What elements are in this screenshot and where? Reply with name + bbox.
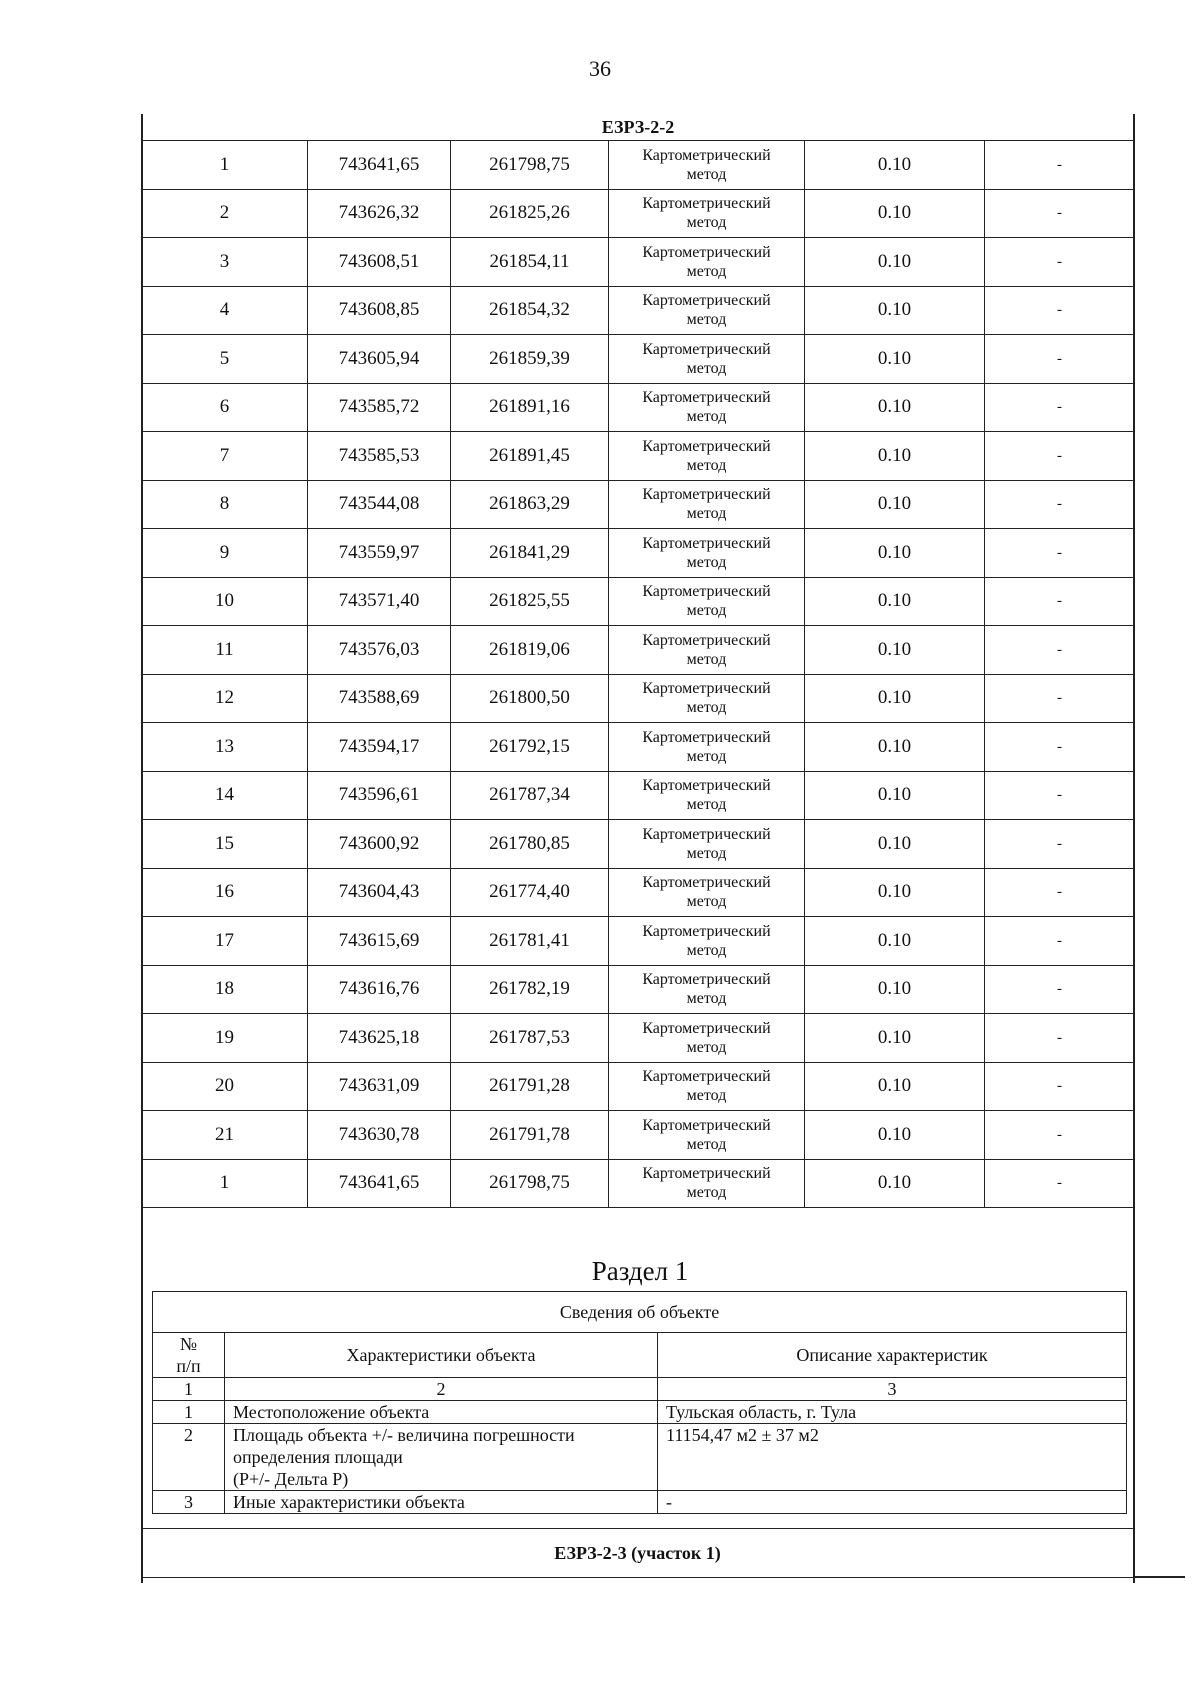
coordinate-x: 743600,92 xyxy=(308,820,451,869)
method xyxy=(609,480,805,529)
point-number: 21 xyxy=(142,1111,308,1160)
method-line: метод xyxy=(686,408,727,426)
point-number: 18 xyxy=(142,965,308,1014)
method xyxy=(609,1014,805,1063)
next-section-label: ЕЗРЗ-2-3 (участок 1) xyxy=(141,1528,1134,1578)
method-line: Картометрический xyxy=(642,389,771,407)
note: - xyxy=(985,480,1135,529)
method xyxy=(609,383,805,432)
note: - xyxy=(985,1014,1135,1063)
method xyxy=(609,723,805,772)
row-number: 3 xyxy=(153,1491,225,1514)
coordinate-y: 261791,28 xyxy=(451,1062,609,1111)
method-line: метод xyxy=(686,1135,727,1153)
accuracy: 0.10 xyxy=(805,383,985,432)
coordinate-x: 743615,69 xyxy=(308,917,451,966)
coordinate-y: 261780,85 xyxy=(451,820,609,869)
method-line: метод xyxy=(686,602,727,620)
method-line: метод xyxy=(686,796,727,814)
point-number: 13 xyxy=(142,723,308,772)
note: - xyxy=(985,674,1135,723)
coordinate-x: 743616,76 xyxy=(308,965,451,1014)
method-line: Картометрический xyxy=(642,971,771,989)
method-line: метод xyxy=(686,941,727,959)
coordinate-y: 261819,06 xyxy=(451,626,609,675)
column-number: 1 xyxy=(153,1378,225,1401)
method-line: Картометрический xyxy=(642,437,771,455)
coordinate-row xyxy=(142,868,1135,917)
note: - xyxy=(985,1062,1135,1111)
method-line: Картометрический xyxy=(642,728,771,746)
accuracy: 0.10 xyxy=(805,577,985,626)
coordinate-row xyxy=(142,1062,1135,1111)
method-line: метод xyxy=(686,990,727,1008)
accuracy: 0.10 xyxy=(805,1159,985,1208)
method-line: Картометрический xyxy=(642,146,771,164)
row-number: 1 xyxy=(153,1401,225,1424)
coordinate-row xyxy=(142,383,1135,432)
point-number: 12 xyxy=(142,674,308,723)
note: - xyxy=(985,1159,1135,1208)
note: - xyxy=(985,238,1135,287)
method-line: метод xyxy=(686,262,727,280)
coordinate-x: 743641,65 xyxy=(308,141,451,190)
coordinate-y: 261863,29 xyxy=(451,480,609,529)
method-line: метод xyxy=(686,844,727,862)
method-line: Картометрический xyxy=(642,922,771,940)
coordinate-row xyxy=(142,723,1135,772)
method-line: метод xyxy=(686,553,727,571)
note: - xyxy=(985,820,1135,869)
method-line: Картометрический xyxy=(642,243,771,261)
method xyxy=(609,286,805,335)
coordinate-x: 743604,43 xyxy=(308,868,451,917)
coordinate-row xyxy=(142,432,1135,481)
note: - xyxy=(985,577,1135,626)
coordinate-row xyxy=(142,674,1135,723)
point-number: 19 xyxy=(142,1014,308,1063)
note: - xyxy=(985,432,1135,481)
coordinate-y: 261859,39 xyxy=(451,335,609,384)
point-number: 10 xyxy=(142,577,308,626)
note: - xyxy=(985,141,1135,190)
coordinate-row xyxy=(142,141,1135,190)
coordinate-row xyxy=(142,917,1135,966)
frame-left-line xyxy=(141,114,143,1583)
method-line: Картометрический xyxy=(642,1116,771,1134)
coordinate-y: 261781,41 xyxy=(451,917,609,966)
column-number-row xyxy=(153,1378,1127,1401)
method-line: метод xyxy=(686,165,727,183)
coordinate-row xyxy=(142,1111,1135,1160)
accuracy: 0.10 xyxy=(805,238,985,287)
method-line: Картометрический xyxy=(642,1165,771,1183)
coordinate-y: 261798,75 xyxy=(451,141,609,190)
point-number: 9 xyxy=(142,529,308,578)
coordinate-x: 743605,94 xyxy=(308,335,451,384)
method-line: метод xyxy=(686,311,727,329)
coordinate-y: 261854,32 xyxy=(451,286,609,335)
coordinate-row xyxy=(142,771,1135,820)
frame-bottom-tail xyxy=(1133,1576,1185,1578)
coordinate-row xyxy=(142,335,1135,384)
accuracy: 0.10 xyxy=(805,626,985,675)
accuracy: 0.10 xyxy=(805,868,985,917)
point-number: 7 xyxy=(142,432,308,481)
note: - xyxy=(985,917,1135,966)
method-line: метод xyxy=(686,1184,727,1202)
object-info-row xyxy=(153,1401,1127,1424)
object-info-row xyxy=(153,1491,1127,1514)
coordinate-row xyxy=(142,480,1135,529)
method-line: Картометрический xyxy=(642,340,771,358)
note: - xyxy=(985,965,1135,1014)
accuracy: 0.10 xyxy=(805,674,985,723)
note: - xyxy=(985,626,1135,675)
accuracy: 0.10 xyxy=(805,141,985,190)
row-characteristic-line: Площадь объекта +/- величина погрешности xyxy=(233,1425,575,1445)
method xyxy=(609,771,805,820)
row-characteristic-line: определения площади xyxy=(233,1447,403,1467)
point-number: 3 xyxy=(142,238,308,287)
method xyxy=(609,917,805,966)
point-number: 14 xyxy=(142,771,308,820)
method xyxy=(609,335,805,384)
column-number: 2 xyxy=(225,1378,658,1401)
method-line: метод xyxy=(686,359,727,377)
method-line: Картометрический xyxy=(642,1019,771,1037)
note: - xyxy=(985,771,1135,820)
coordinate-y: 261800,50 xyxy=(451,674,609,723)
accuracy: 0.10 xyxy=(805,1111,985,1160)
method-line: Картометрический xyxy=(642,631,771,649)
method xyxy=(609,1159,805,1208)
point-number: 1 xyxy=(142,1159,308,1208)
point-number: 6 xyxy=(142,383,308,432)
method-line: Картометрический xyxy=(642,486,771,504)
row-value: Тульская область, г. Тула xyxy=(658,1401,1127,1424)
section-label-row xyxy=(142,114,1135,141)
note: - xyxy=(985,868,1135,917)
row-characteristic: Иные характеристики объекта xyxy=(225,1491,658,1514)
note: - xyxy=(985,335,1135,384)
method-line: Картометрический xyxy=(642,874,771,892)
coordinate-x: 743594,17 xyxy=(308,723,451,772)
method xyxy=(609,141,805,190)
coordinate-y: 261787,34 xyxy=(451,771,609,820)
note: - xyxy=(985,383,1135,432)
method-line: Картометрический xyxy=(642,825,771,843)
coordinate-row xyxy=(142,189,1135,238)
point-number: 1 xyxy=(142,141,308,190)
method-line: Картометрический xyxy=(642,777,771,795)
point-number: 15 xyxy=(142,820,308,869)
method-line: метод xyxy=(686,650,727,668)
method-line: метод xyxy=(686,505,727,523)
object-info-frame xyxy=(152,1291,1126,1514)
coordinate-row xyxy=(142,577,1135,626)
method xyxy=(609,820,805,869)
object-info-caption: Сведения об объекте xyxy=(153,1292,1127,1333)
accuracy: 0.10 xyxy=(805,820,985,869)
accuracy: 0.10 xyxy=(805,917,985,966)
accuracy: 0.10 xyxy=(805,335,985,384)
note: - xyxy=(985,286,1135,335)
row-characteristic xyxy=(225,1424,658,1491)
coordinates-table-frame xyxy=(141,114,1134,1208)
row-characteristic-line: (P+/- Дельта P) xyxy=(233,1469,349,1489)
row-value: - xyxy=(658,1491,1127,1514)
frame-right-line xyxy=(1133,114,1135,1583)
accuracy: 0.10 xyxy=(805,432,985,481)
coordinate-x: 743571,40 xyxy=(308,577,451,626)
row-number: 2 xyxy=(153,1424,225,1491)
object-info-table xyxy=(152,1291,1127,1514)
method-line: метод xyxy=(686,214,727,232)
method xyxy=(609,1111,805,1160)
accuracy: 0.10 xyxy=(805,1014,985,1063)
coordinate-y: 261787,53 xyxy=(451,1014,609,1063)
coordinate-x: 743631,09 xyxy=(308,1062,451,1111)
method xyxy=(609,1062,805,1111)
coordinate-y: 261825,55 xyxy=(451,577,609,626)
coordinate-row xyxy=(142,1159,1135,1208)
coordinate-x: 743588,69 xyxy=(308,674,451,723)
coordinate-row xyxy=(142,238,1135,287)
coordinate-x: 743608,51 xyxy=(308,238,451,287)
coordinate-y: 261798,75 xyxy=(451,1159,609,1208)
coordinate-y: 261891,45 xyxy=(451,432,609,481)
method-line: Картометрический xyxy=(642,583,771,601)
accuracy: 0.10 xyxy=(805,1062,985,1111)
method xyxy=(609,432,805,481)
note: - xyxy=(985,529,1135,578)
header-num xyxy=(153,1333,225,1378)
method xyxy=(609,626,805,675)
section-title: Раздел 1 xyxy=(591,1256,689,1286)
header-num-line1: № xyxy=(179,1334,198,1354)
method xyxy=(609,577,805,626)
method xyxy=(609,674,805,723)
point-number: 4 xyxy=(142,286,308,335)
accuracy: 0.10 xyxy=(805,529,985,578)
row-value: 11154,47 м2 ± 37 м2 xyxy=(658,1424,1127,1491)
coordinate-row xyxy=(142,286,1135,335)
point-number: 20 xyxy=(142,1062,308,1111)
coordinate-x: 743576,03 xyxy=(308,626,451,675)
method xyxy=(609,189,805,238)
point-number: 8 xyxy=(142,480,308,529)
accuracy: 0.10 xyxy=(805,286,985,335)
header-num-line2: п/п xyxy=(176,1356,201,1376)
method-line: Картометрический xyxy=(642,680,771,698)
coordinate-x: 743641,65 xyxy=(308,1159,451,1208)
method xyxy=(609,965,805,1014)
method xyxy=(609,868,805,917)
accuracy: 0.10 xyxy=(805,189,985,238)
point-number: 11 xyxy=(142,626,308,675)
coordinate-x: 743544,08 xyxy=(308,480,451,529)
coordinate-y: 261891,16 xyxy=(451,383,609,432)
coordinate-x: 743585,53 xyxy=(308,432,451,481)
object-info-row xyxy=(153,1424,1127,1491)
coordinate-x: 743585,72 xyxy=(308,383,451,432)
coordinate-y: 261841,29 xyxy=(451,529,609,578)
method-line: метод xyxy=(686,699,727,717)
coordinate-y: 261792,15 xyxy=(451,723,609,772)
note: - xyxy=(985,1111,1135,1160)
accuracy: 0.10 xyxy=(805,965,985,1014)
object-info-caption-row xyxy=(153,1292,1127,1333)
header-characteristics: Характеристики объекта xyxy=(225,1333,658,1378)
method-line: Картометрический xyxy=(642,195,771,213)
method xyxy=(609,238,805,287)
section-label: ЕЗРЗ-2-2 xyxy=(142,114,1135,141)
point-number: 5 xyxy=(142,335,308,384)
row-characteristic: Местоположение объекта xyxy=(225,1401,658,1424)
note: - xyxy=(985,189,1135,238)
method-line: метод xyxy=(686,1038,727,1056)
coordinate-y: 261791,78 xyxy=(451,1111,609,1160)
object-info-header-row xyxy=(153,1333,1127,1378)
note: - xyxy=(985,723,1135,772)
accuracy: 0.10 xyxy=(805,723,985,772)
coordinate-x: 743625,18 xyxy=(308,1014,451,1063)
coordinate-x: 743626,32 xyxy=(308,189,451,238)
coordinate-x: 743608,85 xyxy=(308,286,451,335)
coordinate-row xyxy=(142,626,1135,675)
point-number: 2 xyxy=(142,189,308,238)
method-line: Картометрический xyxy=(642,534,771,552)
method-line: метод xyxy=(686,1087,727,1105)
coordinate-y: 261782,19 xyxy=(451,965,609,1014)
method-line: Картометрический xyxy=(642,1068,771,1086)
coordinate-x: 743630,78 xyxy=(308,1111,451,1160)
coordinate-row xyxy=(142,1014,1135,1063)
coordinate-y: 261854,11 xyxy=(451,238,609,287)
coordinate-y: 261774,40 xyxy=(451,868,609,917)
point-number: 17 xyxy=(142,917,308,966)
page-number: 36 xyxy=(589,56,611,81)
coordinate-x: 743596,61 xyxy=(308,771,451,820)
method xyxy=(609,529,805,578)
method-line: Картометрический xyxy=(642,292,771,310)
method-line: метод xyxy=(686,747,727,765)
accuracy: 0.10 xyxy=(805,480,985,529)
point-number: 16 xyxy=(142,868,308,917)
header-description: Описание характеристик xyxy=(658,1333,1127,1378)
coordinate-y: 261825,26 xyxy=(451,189,609,238)
column-number: 3 xyxy=(658,1378,1127,1401)
method-line: метод xyxy=(686,456,727,474)
coordinate-row xyxy=(142,965,1135,1014)
method-line: метод xyxy=(686,893,727,911)
coordinate-x: 743559,97 xyxy=(308,529,451,578)
coordinates-table xyxy=(141,114,1135,1208)
coordinate-row xyxy=(142,820,1135,869)
accuracy: 0.10 xyxy=(805,771,985,820)
coordinate-row xyxy=(142,529,1135,578)
